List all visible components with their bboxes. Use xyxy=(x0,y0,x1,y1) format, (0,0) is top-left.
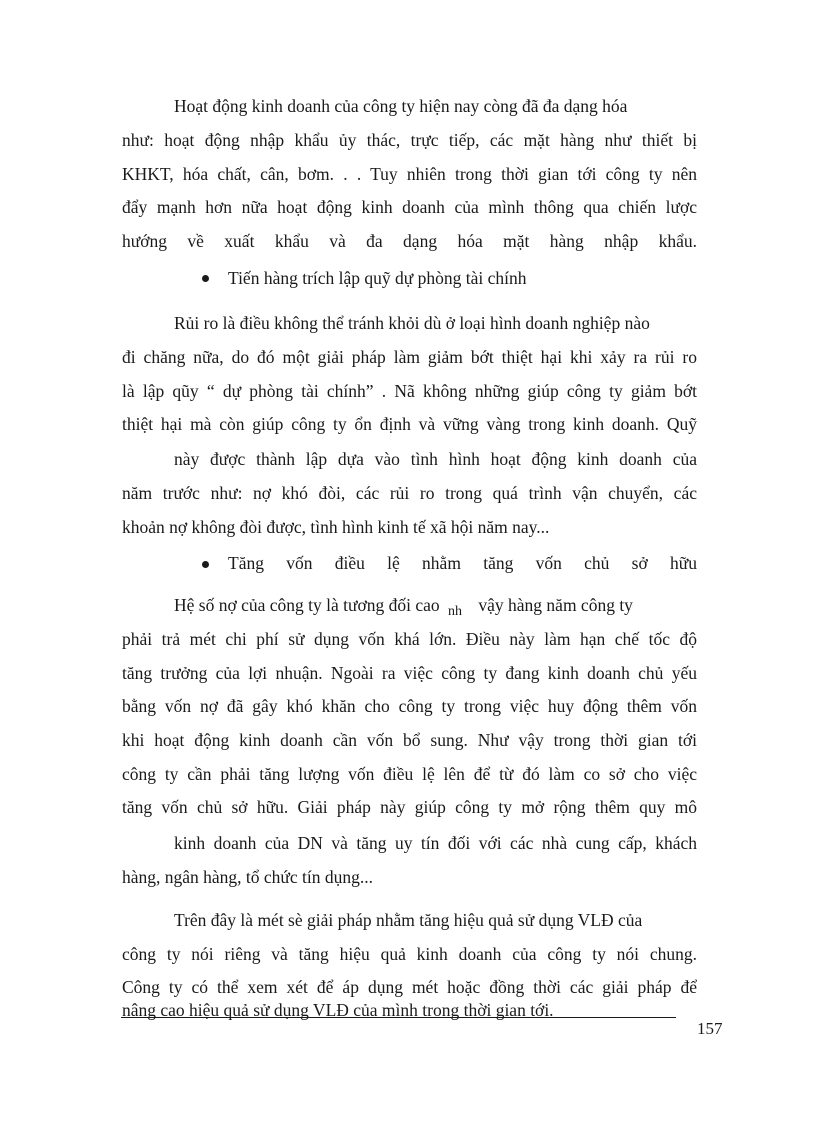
text-line: hướng về xuất khẩu và đa dạng hóa mặt hàng nhập khẩu. xyxy=(122,231,697,251)
text-line xyxy=(174,593,633,620)
text-line: khi hoạt động kinh doanh cần vốn bổ sung. Như vậy trong thời gian tới xyxy=(122,730,697,750)
bullet-heading: Tăng vốn điều lệ nhằm tăng vốn chủ sở hữu xyxy=(228,553,697,573)
text-line: này được thành lập dựa vào tình hình hoạt động kinh doanh của xyxy=(174,449,697,469)
text-line: là lập qũy “ dự phòng tài chính” . Nã không những giúp công ty giảm bớt xyxy=(122,381,697,401)
text-line: KHKT, hóa chất, cân, bơm. . . Tuy nhiên trong thời gian tới công ty nên xyxy=(122,164,697,184)
text-line: thiệt hại mà còn giúp công ty ổn định và vững vàng trong kinh doanh. Quỹ xyxy=(122,414,697,434)
text-line: đẩy mạnh hơn nữa hoạt động kinh doanh của mình thông qua chiến lược xyxy=(122,197,697,217)
text-line: công ty nói riêng và tăng hiệu quả kinh doanh của công ty nói chung. xyxy=(122,944,697,964)
text-fragment: vậy hàng năm công ty xyxy=(478,595,633,615)
bullet-icon xyxy=(202,275,209,282)
text-fragment: Hệ số nợ của công ty là tương đối cao xyxy=(174,595,440,615)
text-line: đi chăng nữa, do đó một giải pháp làm giảm bớt thiệt hại khi xảy ra rủi ro xyxy=(122,347,697,367)
text-line: nâng cao hiệu quả sử dụng VLĐ của mình trong thời gian tới. xyxy=(122,1000,554,1020)
text-line: công ty cần phải tăng lượng vốn điều lệ lên để từ đó làm co sở cho việc xyxy=(122,764,697,784)
text-line: kinh doanh của DN và tăng uy tín đối với các nhà cung cấp, khách xyxy=(174,833,697,853)
footer-divider xyxy=(121,1017,676,1018)
text-line: tăng vốn chủ sở hữu. Giải pháp này giúp công ty mở rộng thêm quy mô xyxy=(122,797,697,817)
text-line: phải trả mét chi phí sử dụng vốn khá lớn. Điều này làm hạn chế tốc độ xyxy=(122,629,697,649)
text-line: tăng trưởng của lợi nhuận. Ngoài ra việc công ty đang kinh doanh chủ yếu xyxy=(122,663,697,683)
text-line: Công ty có thể xem xét để áp dụng mét hoặc đồng thời các giải pháp để xyxy=(122,977,697,997)
text-line: khoản nợ không đòi được, tình hình kinh tế xã hội năm nay... xyxy=(122,517,550,537)
text-line: hàng, ngân hàng, tổ chức tín dụng... xyxy=(122,867,374,887)
bullet-heading: Tiến hàng trích lập quỹ dự phòng tài chính xyxy=(228,268,527,288)
text-line: bằng vốn nợ đã gây khó khăn cho công ty trong việc huy động thêm vốn xyxy=(122,696,697,716)
text-line: Rủi ro là điều không thể tránh khỏi dù ở loại hình doanh nghiệp nào xyxy=(174,313,650,333)
text-line: Trên đây là mét sè giải pháp nhằm tăng hiệu quả sử dụng VLĐ của xyxy=(174,910,643,930)
text-line: Hoạt động kinh doanh của công ty hiện nay còng đã đa dạng hóa xyxy=(174,96,628,116)
bullet-icon xyxy=(202,561,209,568)
text-line: như: hoạt động nhập khẩu ủy thác, trực tiếp, các mặt hàng như thiết bị xyxy=(122,130,697,150)
text-fragment: nh xyxy=(448,604,463,619)
text-line: năm trước như: nợ khó đòi, các rủi ro trong quá trình vận chuyển, các xyxy=(122,483,697,503)
page-number: 157 xyxy=(697,1019,723,1038)
